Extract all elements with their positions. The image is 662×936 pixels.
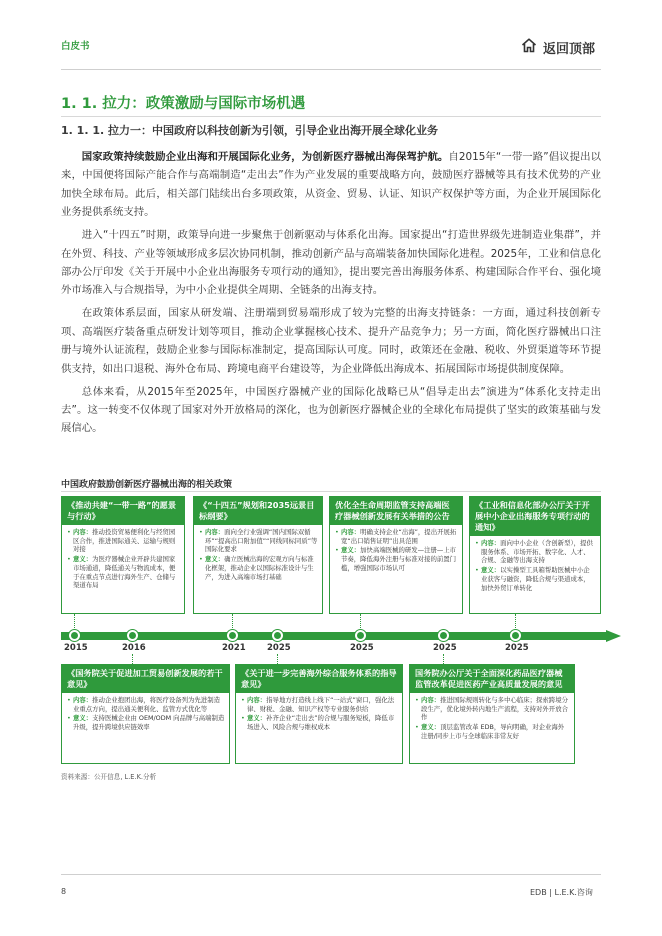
- policy-box-body: [330, 525, 462, 577]
- policy-box-body: [470, 536, 600, 596]
- heading-divider: [61, 116, 601, 117]
- timeline-dot: [510, 630, 521, 641]
- back-to-top-link[interactable]: [521, 38, 595, 57]
- policy-box-2021: [193, 496, 323, 614]
- back-to-top-label[interactable]: 返回顶部: [543, 42, 596, 57]
- policy-box-title: 优化全生命周期监管支持高端医疗器械创新发展有关举措的公告: [330, 497, 462, 525]
- figure-divider: [61, 491, 601, 492]
- policy-box-title: 《推动共建“一带一路”的愿景与行动》: [62, 497, 184, 525]
- policy-item: • 内容：面向全行业强调“国内国际双循环”“提高出口附加值”“同线同标同质”等国际化要求: [199, 528, 318, 554]
- policy-item: • 意义：为医疗器械企业开辟共建国家市场通道，降低通关与物流成本，便于在重点节点进行海外生产、仓储与渠道布局: [67, 555, 176, 590]
- policy-box-body: [410, 693, 574, 745]
- policy-box-2025-a: [329, 496, 463, 614]
- policy-box-2025-b: [469, 496, 601, 614]
- timeline-year: 2021: [222, 643, 246, 653]
- timeline-year: 2025: [267, 643, 291, 653]
- policy-item: • 意义：加快高端医械的研发—注册—上市节奏，降低海外注册与标准对接的前置门槛，增强国际市场认可: [335, 546, 457, 572]
- paragraph: [61, 226, 601, 300]
- paragraph: [61, 383, 601, 438]
- document-tag: 白皮书: [61, 41, 90, 52]
- timeline-connector: [443, 654, 444, 664]
- paragraph-text: 进入“十四五”时期，政策导向进一步聚焦于创新驱动与体系化出海。国家提出“打造世界级先进制造业集群”，并在外贸、科技、产业等领域形成多层次协同机制，推动创新产品与高端装备加快国际化进程。2025年，工业和信息化部办公厅印发《关于开展中小企业出海服务专项行动的通知》，提出要完善出海服务体系、构建国际合作平台、强化境外市场准入与合规指导，为中小企业提供全周期、全链条的出海支持。: [61, 229, 601, 297]
- policy-item: • 内容：明确支持企业“出海”，提出开展拓宽“出口销售证明”出具范围: [335, 528, 457, 545]
- subsection-heading: 1. 1. 1. 拉力一：中国政府以科技创新为引领，引导企业出海开展全球化业务: [61, 124, 438, 137]
- paragraph-lead: 国家政策持续鼓励企业出海和开展国际化业务，为创新医疗器械出海保驾护航。: [81, 151, 449, 163]
- timeline-connector: [277, 654, 278, 664]
- timeline-connector: [132, 654, 133, 664]
- timeline-dot: [227, 630, 238, 641]
- source-note: 资料来源：公开信息, L.E.K.分析: [61, 773, 157, 781]
- home-icon: [521, 38, 537, 57]
- policy-box-body: [194, 525, 322, 585]
- policy-box-body: [62, 693, 229, 736]
- footer-divider: [61, 874, 601, 875]
- policy-box-body: [236, 693, 402, 736]
- paragraph: [61, 148, 601, 222]
- header-divider: [61, 69, 601, 70]
- policy-box-title: 《关于进一步完善海外综合服务体系的指导意见》: [236, 665, 402, 693]
- timeline-year: 2025: [350, 643, 374, 653]
- policy-item: • 意义：补齐企业“走出去”的合规与服务短板，降低市场进入、风险合规与维权成本: [241, 714, 395, 732]
- timeline-year: 2025: [433, 643, 457, 653]
- policy-item: • 内容：推动企业抱团出海，将医疗设备列为先进制造业重点方向，提出通关便利化、监管方式优化等: [67, 696, 220, 713]
- figure-title: 中国政府鼓励创新医疗器械出海的相关政策: [61, 480, 233, 490]
- paragraph-text: 在政策体系层面，国家从研发端、注册端到贸易端形成了较为完整的出海支持链条：一方面，通过科技创新专项、高端医疗装备重点研发计划等项目，推动企业掌握核心技术、提升产品竞争力；另一方面，简化医疗器械出口注册与境外认证流程，鼓励企业参与国际标准制定，提高国际认可度。同时，政策还在金融、税收、外贸渠道等环节提供支持，如出口退税、海外仓布局、跨境电商平台建设等，为企业降低出海成本、拓展国际市场提供制度保障。: [61, 307, 601, 375]
- policy-box-body: [62, 525, 184, 594]
- policy-item: • 意义：以实操型工具箱帮助医械中小企业获客与融资，降低合规与渠道成本，加快外贸订单转化: [475, 566, 590, 592]
- policy-item: • 意义：顶层监管改革 EDB，导向明确，对企业海外注册/同步上市与全球临床非常友好: [415, 723, 565, 740]
- policy-item: • 内容：推进国际规则转化与多中心临床；探索跨境分段生产，优化境外转内地生产流程，支持对外开放合作: [415, 696, 568, 722]
- policy-item: • 内容：指导地方打造线上线下“一站式”窗口，强化法律、财税、金融、知识产权等专业服务供给: [241, 696, 395, 713]
- policy-box-title: 《国务院关于促进加工贸易创新发展的若干意见》: [62, 665, 229, 693]
- timeline-year: 2025: [505, 643, 529, 653]
- timeline-dot: [438, 630, 449, 641]
- policy-box-2025-d: [409, 664, 575, 764]
- policy-box-2025-c: [235, 664, 403, 764]
- policy-box-title: 国务院办公厅关于全面深化药品医疗器械监管改革促进医药产业高质量发展的意见: [410, 665, 574, 693]
- body-text: [61, 148, 601, 442]
- policy-item: • 内容：面向中小企业（含创新型），提供服务体系、市场开拓、数字化、人才、合规、金融等出海支持: [475, 539, 593, 565]
- timeline-dot: [127, 630, 138, 641]
- timeline-year: 2016: [122, 643, 146, 653]
- timeline-dot: [69, 630, 80, 641]
- section-heading: 1. 1. 拉力：政策激励与国际市场机遇: [61, 96, 306, 112]
- paragraph-text: 自2015年“一带一路”倡议提出以来，中国便将国际产能合作与高端制造“走出去”作为产业发展的重要战略方向，鼓励医疗器械等具有技术优势的产业加快全球布局。此后，相关部门陆续出台多项政策，从资金、贸易、认证、知识产权保护等方面，为企业开展国际化业务提供系统支持。: [61, 151, 601, 219]
- policy-box-2015: [61, 496, 185, 614]
- page-number: 8: [61, 887, 67, 896]
- timeline-dot: [272, 630, 283, 641]
- footer-brand: EDB | L.E.K.咨询: [530, 888, 593, 897]
- paragraph-text: 总体来看，从2015年至2025年，中国医疗器械产业的国际化战略已从“倡导走出去”演进为“体系化支持走出去”。这一转变不仅体现了国家对外开放格局的深化，也为创新医疗器械企业的全球化布局提供了坚实的政策基础与发展信心。: [61, 385, 601, 435]
- timeline-arrow: [61, 630, 621, 642]
- paragraph: [61, 304, 601, 378]
- policy-item: • 内容：推动投资贸易便利化与经贸园区合作，推进国际通关、运输与规则对接: [67, 528, 176, 554]
- policy-item: • 意义：支持医械企业由 OEM/ODM 向品牌与高端制造升级，提升跨境供应链效率: [67, 714, 225, 732]
- policy-box-title: 《“十四五”规划和2035远景目标纲要》: [194, 497, 322, 525]
- policy-box-2016: [61, 664, 230, 764]
- timeline-dot: [355, 630, 366, 641]
- policy-item: • 意义：确立医械出海的宏观方向与标准化框架，推动企业以国际标准设计与生产，为进入高端市场打基础: [199, 555, 314, 581]
- timeline-year: 2015: [64, 643, 88, 653]
- policy-box-title: 《工业和信息化部办公厅关于开展中小企业出海服务专项行动的通知》: [470, 497, 600, 536]
